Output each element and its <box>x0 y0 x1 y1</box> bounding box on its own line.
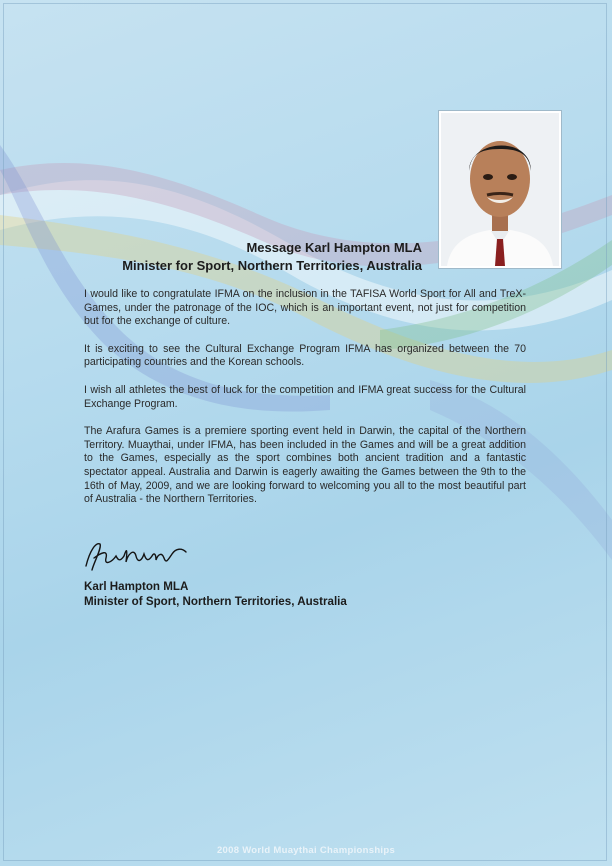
message-body <box>84 288 526 521</box>
signer-name: Karl Hampton MLA <box>84 580 189 593</box>
handwritten-signature <box>82 536 192 576</box>
signature-block <box>84 579 347 609</box>
heading-line2: Minister for Sport, Northern Territories, Australia <box>122 258 422 273</box>
signer-title: Minister of Sport, Northern Territories, Australia <box>84 595 347 608</box>
portrait-photo <box>439 111 561 268</box>
paragraph: It is exciting to see the Cultural Exchange Program IFMA has organized between the 70 participating countries and the Korean schools. <box>84 342 526 369</box>
paragraph: The Arafura Games is a premiere sporting event held in Darwin, the capital of the Northern Territory. Muaythai, under IFMA, has been included in the Games and will be a great addition to the Games, especially as the sport combines both ancient tradition and a fantastic spectator appeal. Australia and Darwin is eagerly awaiting the Games between the 9th to the 16th of May, 2009, and we are looking forward to welcoming you all to the most beautiful part of Australia - the Northern Territories. <box>84 425 526 506</box>
footer-text: 2008 World Muaythai Championships <box>216 845 396 856</box>
message-heading <box>122 239 422 275</box>
paragraph: I wish all athletes the best of luck for the competition and IFMA great success for the Cultural Exchange Program. <box>84 383 526 410</box>
paragraph: I would like to congratulate IFMA on the inclusion in the TAFISA World Sport for All and TreX-Games, under the patronage of the IOC, which is an important event, not just for competition but for the exchange of culture. <box>84 288 526 328</box>
heading-line1: Message Karl Hampton MLA <box>246 240 422 255</box>
